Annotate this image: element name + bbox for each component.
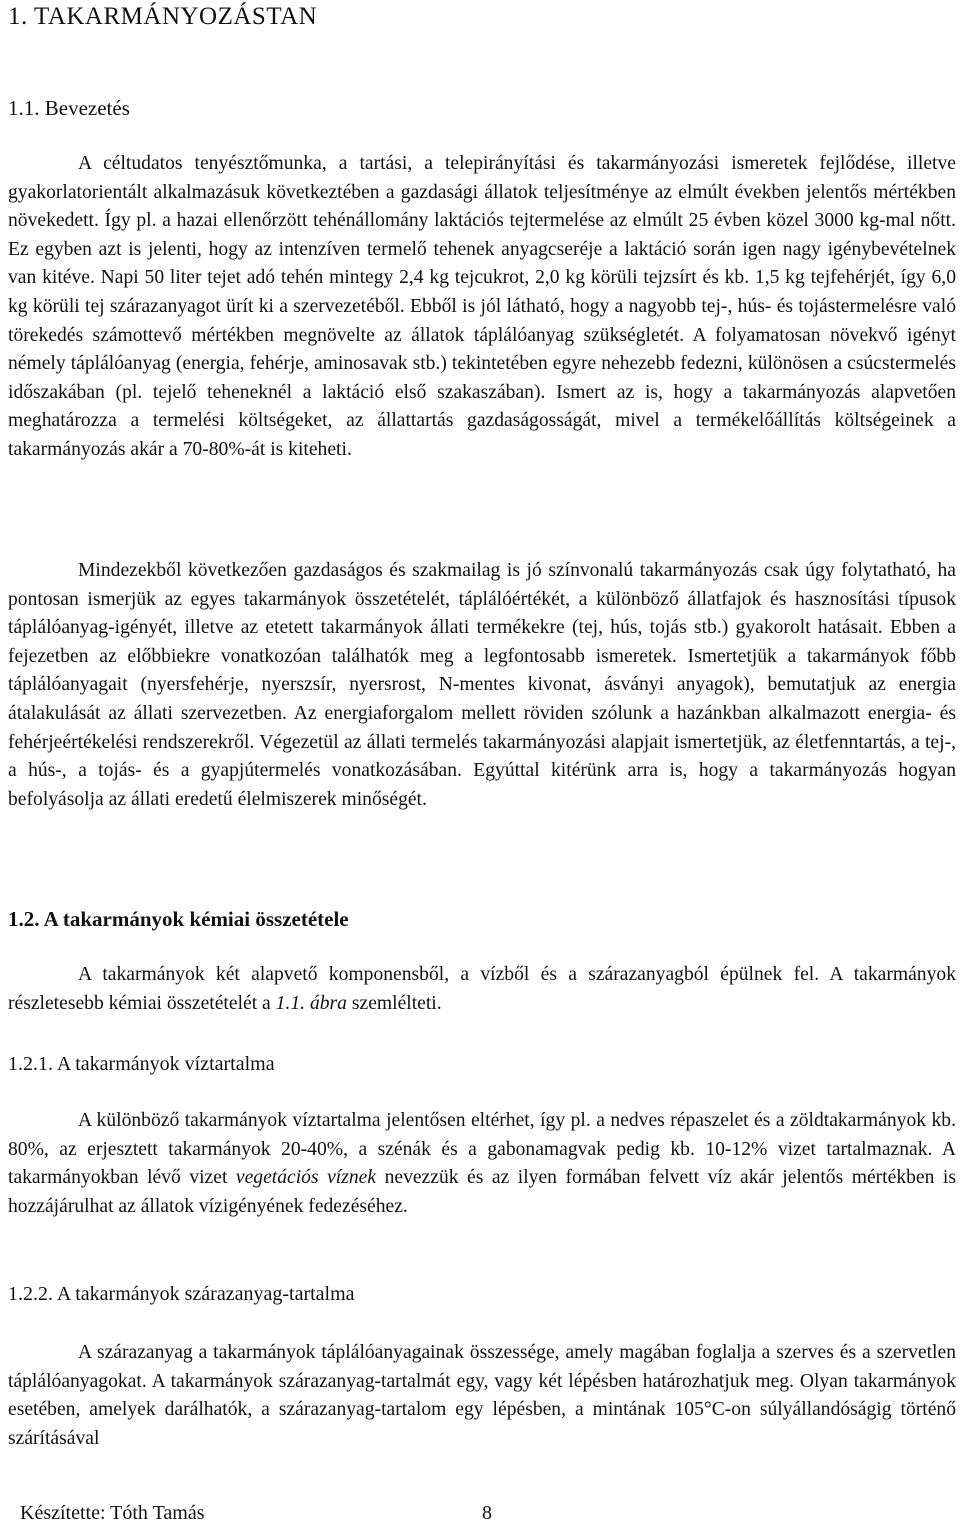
vegetation-water-term: vegetációs víznek — [235, 1167, 377, 1189]
water-content-paragraph — [8, 1107, 956, 1221]
section-heading-introduction: 1.1. Bevezetés — [8, 96, 130, 120]
water-content-text-start: A különböző takarmányok víztartalma jelentősen eltérhet, így pl. a nedves répaszelet és a zöldtakarmányok kb. 80%, az erjesztett takarmányok 20-40%, a szénák és a gabonamagvak pedig kb. 10-12% vizet tartalmaznak. A takarmányokban lévő vizet — [8, 1110, 956, 1189]
chemical-composition-paragraph — [8, 961, 956, 1018]
figure-reference: 1.1. ábra — [275, 992, 347, 1014]
page-number: 8 — [482, 1502, 492, 1524]
chapter-title: 1. TAKARMÁNYOZÁSTAN — [8, 3, 318, 30]
chemical-composition-text-start: A takarmányok két alapvető komponensből, a vízből és a szárazanyagból épülnek fel. A takarmányok részletesebb kémiai összetételét a — [8, 964, 956, 1014]
dry-matter-paragraph: A szárazanyag a takarmányok táplálóanyagainak összessége, amely magában foglalja a szerves és a szervetlen táplálóanyagokat. A takarmányok szárazanyag-tartalmát egy, vagy két lépésben határozhatjuk meg. Olyan takarmányok esetében, amelyek darálhatók, a szárazanyag-tartalom egy lépésben, a mintának 105°C-on súlyállandóságig történő szárításával — [8, 1342, 956, 1449]
intro-paragraph-2: Mindezekből következően gazdaságos és szakmailag is jó színvonalú takarmányozás csak úgy folytatható, ha pontosan ismerjük az egyes takarmányok összetételét, táplálóértékét, a különböző állatfajok és hasznosítási típusok táplálóanyag-igényét, illetve az etetett takarmányok állati termékekre (tej, hús, tojás stb.) gyakorolt hatásait. Ebben a fejezetben az előbbiekre vonatkozóan találhatók meg a legfontosabb ismeretek. Ismertetjük a takarmányok főbb táplálóanyagait (nyersfehérje, nyerszsír, nyersrost, N-mentes kivonat, ásványi anyagok), bemutatjuk az energia átalakulását az állati szervezetben. Az energiaforgalom mellett röviden szólunk a hazánkban alkalmazott energia- és fehérjeértékelési rendszerekről. Végezetül az állati termelés takarmányozási alapjait ismertetjük, az életfenntartás, a tej-, a hús-, a tojás- és a gyapjútermelés vonatkozásában. Egyúttal kitérünk arra is, hogy a takarmányozás hogyan befolyásolja az állati eredetű élelmiszerek minőségét. — [8, 560, 956, 810]
water-content-text-end: nevezzük és az ilyen formában felvett víz akár jelentős mértékben is hozzájárulhat az állatok vízigényének fedezéséhez. — [8, 1167, 956, 1217]
section-heading-chemical-composition: 1.2. A takarmányok kémiai összetétele — [8, 907, 349, 931]
subsection-heading-dry-matter: 1.2.2. A takarmányok szárazanyag-tartalma — [8, 1283, 355, 1305]
intro-paragraph-1: A céltudatos tenyésztőmunka, a tartási, a telepirányítási és takarmányozási ismeretek fejlődése, illetve gyakorlatorientált alkalmazásuk következtében a gazdasági állatok teljesítménye az elmúlt években jelentős mértékben növekedett. Így pl. a hazai ellenőrzött tehénállomány laktációs tejtermelése az elmúlt 25 évben közel 3000 kg-mal nőtt. Ez egyben azt is jelenti, hogy az intenzíven termelő tehenek anyagcseréje a laktáció során igen nagy igénybevételnek van kitéve. Napi 50 liter tejet adó tehén mintegy 2,4 kg tejcukrot, 2,0 kg körüli tejzsírt és kb. 1,5 kg tejfehérjét, így 6,0 kg körüli tej szárazanyagot ürít ki a szervezetéből. Ebből is jól látható, hogy a nagyobb tej-, hús- és tojástermelésre való törekedés számottevő mértékben megnövelte az állatok táplálóanyag szükségletét. A folyamatosan növekvő igényt némely táplálóanyag (energia, fehérje, aminosavak stb.) tekintetében egyre nehezebb fedezni, különösen a csúcstermelés időszakában (pl. tejelő teheneknél a laktáció első szakaszában). Ismert az is, hogy a takarmányozás alapvetően meghatározza a termelési költségeket, az állattartás gazdaságosságát, mivel a termékelőállítás költségeinek a takarmányozás akár a 70-80%-át is kiteheti. — [8, 153, 956, 460]
chemical-composition-text-end: szemlélteti. — [346, 992, 442, 1014]
footer-author: Készítette: Tóth Tamás — [20, 1502, 205, 1524]
subsection-heading-water-content: 1.2.1. A takarmányok víztartalma — [8, 1053, 275, 1075]
